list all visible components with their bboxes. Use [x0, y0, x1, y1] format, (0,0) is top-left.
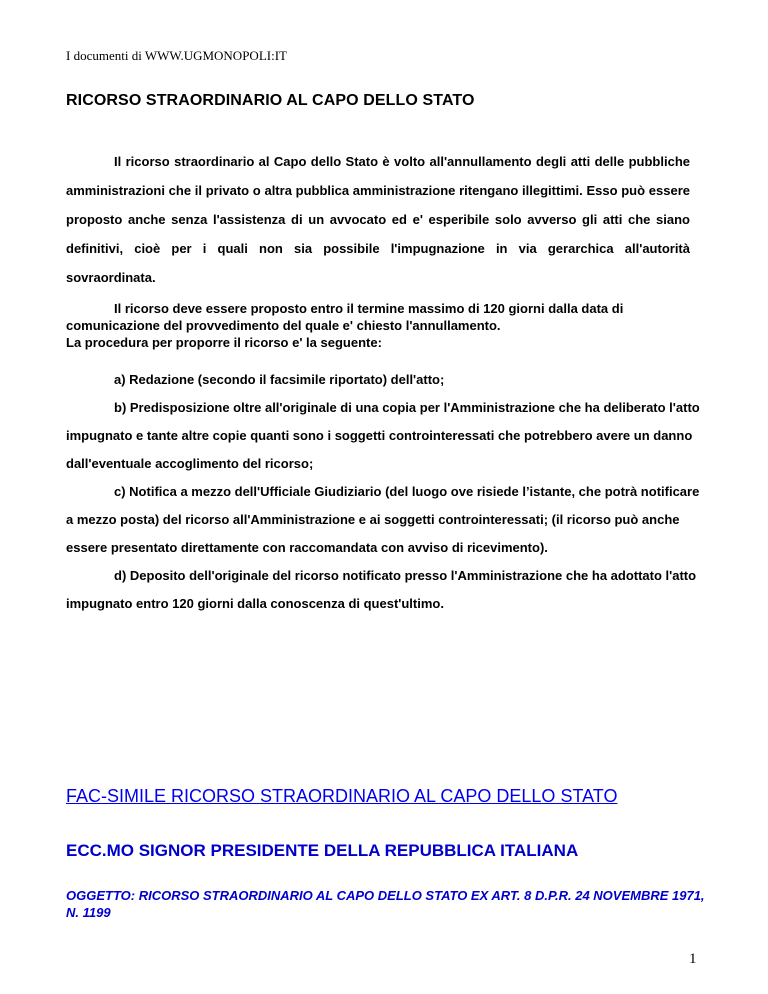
facsimile-link[interactable]: FAC-SIMILE RICORSO STRAORDINARIO AL CAPO DELLO STATO — [66, 786, 618, 806]
intro-paragraph: Il ricorso straordinario al Capo dello Stato è volto all'annullamento degli atti delle pubbliche amministrazioni che il privato o altra pubblica amministrazione ritengano illegittimi. Esso può essere proposto anche senza l'assistenza di un avvocato ed e' esperibile solo avverso gli atti che siano definitivi, cioè per i quali non sia possibile l'impugnazione in via gerarchica all'autorità sovraordinata. — [66, 154, 690, 285]
step-b: b) Predisposizione oltre all'originale di una copia per l'Amministrazione che ha deliberato l'atto impugnato e tante altre copie quanti sono i soggetti controinteressati che potrebbero avere un danno dall'eventuale accoglimento del ricorso; — [66, 400, 700, 471]
step-a: a) Redazione (secondo il facsimile riportato) dell'atto; — [114, 372, 445, 387]
page-number: 1 — [689, 951, 697, 967]
page-header: I documenti di WWW.UGMONOPOLI:IT — [66, 48, 287, 63]
document-title: RICORSO STRAORDINARIO AL CAPO DELLO STATO — [66, 92, 475, 109]
subject-line: OGGETTO: RICORSO STRAORDINARIO AL CAPO DELLO STATO EX ART. 8 D.P.R. 24 NOVEMBRE 1971, N. 1199 — [66, 888, 705, 920]
procedure-steps — [66, 366, 706, 618]
step-d: d) Deposito dell'originale del ricorso notificato presso l'Amministrazione che ha adottato l'atto impugnato entro 120 giorni dalla conoscenza di quest'ultimo. — [66, 568, 697, 611]
step-c: c) Notifica a mezzo dell'Ufficiale Giudiziario (del luogo ove risiede l’istante, che potrà notificare a mezzo posta) del ricorso all'Amministrazione e ai soggetti controinteressati; (il ricorso può anche essere presentato direttamente con raccomandata con avviso di ricevimento). — [66, 484, 700, 555]
deadline-paragraph: Il ricorso deve essere proposto entro il termine massimo di 120 giorni dalla data di comunicazione del provvedimento del quale e' chiesto l'annullamento. — [66, 301, 624, 333]
addressee-heading: ECC.MO SIGNOR PRESIDENTE DELLA REPUBBLICA ITALIANA — [66, 841, 579, 860]
procedure-intro: La procedura per proporre il ricorso e' la seguente: — [66, 335, 382, 350]
